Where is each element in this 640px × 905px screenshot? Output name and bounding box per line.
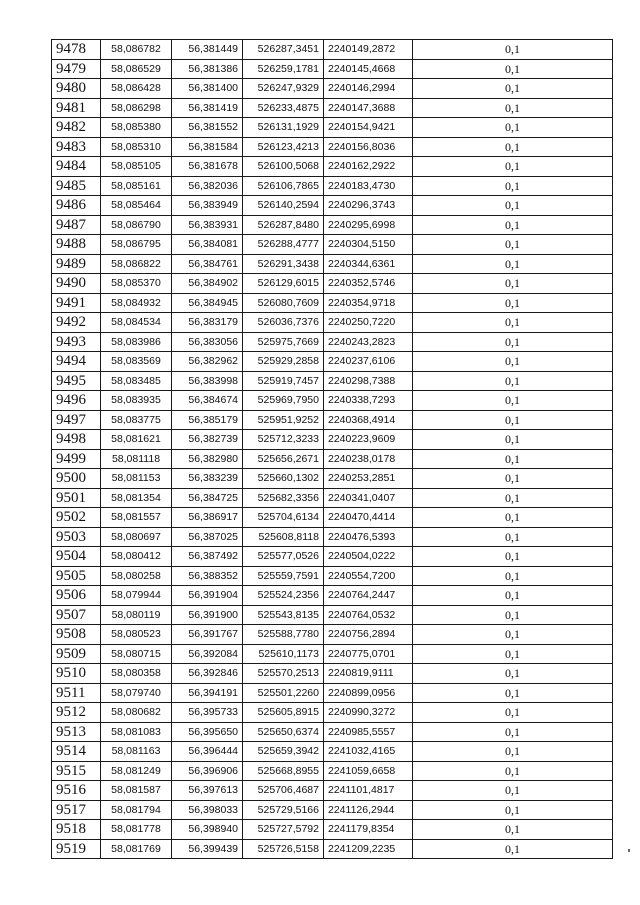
y-coordinate-cell: 2241032,4165 — [324, 742, 413, 762]
point-number-cell: 9482 — [52, 118, 101, 138]
point-number-cell: 9499 — [52, 449, 101, 469]
table-row — [52, 781, 613, 801]
point-number-cell: 9517 — [52, 800, 101, 820]
point-number-cell: 9508 — [52, 625, 101, 645]
point-number-cell: 9510 — [52, 664, 101, 684]
y-coordinate-cell: 2240237,6106 — [324, 352, 413, 372]
longitude-cell: 56,387492 — [172, 547, 243, 567]
y-coordinate-cell: 2240145,4668 — [324, 59, 413, 79]
accuracy-cell: 0,1 — [413, 566, 613, 586]
x-coordinate-cell: 525524,2356 — [243, 586, 324, 606]
table-row — [52, 352, 613, 372]
latitude-cell: 58,086822 — [101, 254, 172, 274]
point-number-cell: 9485 — [52, 176, 101, 196]
x-coordinate-cell: 526129,6015 — [243, 274, 324, 294]
longitude-cell: 56,384761 — [172, 254, 243, 274]
longitude-cell: 56,382980 — [172, 449, 243, 469]
longitude-cell: 56,384902 — [172, 274, 243, 294]
point-number-cell: 9513 — [52, 722, 101, 742]
table-row — [52, 40, 613, 60]
accuracy-cell: 0,1 — [413, 527, 613, 547]
longitude-cell: 56,383056 — [172, 332, 243, 352]
longitude-cell: 56,381552 — [172, 118, 243, 138]
longitude-cell: 56,382962 — [172, 352, 243, 372]
longitude-cell: 56,383998 — [172, 371, 243, 391]
y-coordinate-cell: 2240352,5746 — [324, 274, 413, 294]
latitude-cell: 58,081769 — [101, 839, 172, 859]
point-number-cell: 9506 — [52, 586, 101, 606]
accuracy-cell: 0,1 — [413, 781, 613, 801]
table-row — [52, 449, 613, 469]
latitude-cell: 58,086782 — [101, 40, 172, 60]
latitude-cell: 58,084534 — [101, 313, 172, 333]
x-coordinate-cell: 525543,8135 — [243, 605, 324, 625]
y-coordinate-cell: 2240341,0407 — [324, 488, 413, 508]
x-coordinate-cell: 525969,7950 — [243, 391, 324, 411]
point-number-cell: 9490 — [52, 274, 101, 294]
y-coordinate-cell: 2240298,7388 — [324, 371, 413, 391]
y-coordinate-cell: 2240156,8036 — [324, 137, 413, 157]
table-row — [52, 508, 613, 528]
accuracy-cell: 0,1 — [413, 332, 613, 352]
latitude-cell: 58,086529 — [101, 59, 172, 79]
x-coordinate-cell: 525712,3233 — [243, 430, 324, 450]
table-row — [52, 644, 613, 664]
accuracy-cell: 0,1 — [413, 722, 613, 742]
x-coordinate-cell: 525660,1302 — [243, 469, 324, 489]
latitude-cell: 58,086790 — [101, 215, 172, 235]
x-coordinate-cell: 525919,7457 — [243, 371, 324, 391]
longitude-cell: 56,381400 — [172, 79, 243, 99]
longitude-cell: 56,396444 — [172, 742, 243, 762]
table-row — [52, 215, 613, 235]
x-coordinate-cell: 525727,5792 — [243, 820, 324, 840]
accuracy-cell: 0,1 — [413, 40, 613, 60]
x-coordinate-cell: 526106,7865 — [243, 176, 324, 196]
longitude-cell: 56,394191 — [172, 683, 243, 703]
table-row — [52, 742, 613, 762]
y-coordinate-cell: 2240554,7200 — [324, 566, 413, 586]
point-number-cell: 9487 — [52, 215, 101, 235]
x-coordinate-cell: 525588,7780 — [243, 625, 324, 645]
point-number-cell: 9515 — [52, 761, 101, 781]
latitude-cell: 58,083986 — [101, 332, 172, 352]
table-row — [52, 820, 613, 840]
accuracy-cell: 0,1 — [413, 59, 613, 79]
latitude-cell: 58,081587 — [101, 781, 172, 801]
x-coordinate-cell: 525726,5158 — [243, 839, 324, 859]
accuracy-cell: 0,1 — [413, 508, 613, 528]
longitude-cell: 56,382036 — [172, 176, 243, 196]
table-row — [52, 605, 613, 625]
coordinates-table-body — [52, 40, 613, 859]
longitude-cell: 56,381678 — [172, 157, 243, 177]
longitude-cell: 56,392846 — [172, 664, 243, 684]
longitude-cell: 56,381419 — [172, 98, 243, 118]
table-row — [52, 683, 613, 703]
accuracy-cell: 0,1 — [413, 839, 613, 859]
longitude-cell: 56,385179 — [172, 410, 243, 430]
point-number-cell: 9503 — [52, 527, 101, 547]
y-coordinate-cell: 2240990,3272 — [324, 703, 413, 723]
y-coordinate-cell: 2240154,9421 — [324, 118, 413, 138]
latitude-cell: 58,086298 — [101, 98, 172, 118]
accuracy-cell: 0,1 — [413, 449, 613, 469]
point-number-cell: 9496 — [52, 391, 101, 411]
latitude-cell: 58,081778 — [101, 820, 172, 840]
longitude-cell: 56,391904 — [172, 586, 243, 606]
latitude-cell: 58,085310 — [101, 137, 172, 157]
accuracy-cell: 0,1 — [413, 274, 613, 294]
x-coordinate-cell: 526287,8480 — [243, 215, 324, 235]
point-number-cell: 9492 — [52, 313, 101, 333]
longitude-cell: 56,384725 — [172, 488, 243, 508]
y-coordinate-cell: 2240304,5150 — [324, 235, 413, 255]
point-number-cell: 9488 — [52, 235, 101, 255]
longitude-cell: 56,383239 — [172, 469, 243, 489]
x-coordinate-cell: 526080,7609 — [243, 293, 324, 313]
point-number-cell: 9493 — [52, 332, 101, 352]
x-coordinate-cell: 525729,5166 — [243, 800, 324, 820]
table-row — [52, 274, 613, 294]
x-coordinate-cell: 526140,2594 — [243, 196, 324, 216]
table-row — [52, 59, 613, 79]
y-coordinate-cell: 2240183,4730 — [324, 176, 413, 196]
longitude-cell: 56,383931 — [172, 215, 243, 235]
longitude-cell: 56,381386 — [172, 59, 243, 79]
longitude-cell: 56,398033 — [172, 800, 243, 820]
table-row — [52, 586, 613, 606]
y-coordinate-cell: 2240295,6998 — [324, 215, 413, 235]
y-coordinate-cell: 2241059,6658 — [324, 761, 413, 781]
latitude-cell: 58,081794 — [101, 800, 172, 820]
point-number-cell: 9481 — [52, 98, 101, 118]
longitude-cell: 56,386917 — [172, 508, 243, 528]
latitude-cell: 58,080523 — [101, 625, 172, 645]
accuracy-cell: 0,1 — [413, 98, 613, 118]
point-number-cell: 9480 — [52, 79, 101, 99]
x-coordinate-cell: 525668,8955 — [243, 761, 324, 781]
x-coordinate-cell: 525682,3356 — [243, 488, 324, 508]
y-coordinate-cell: 2240470,4414 — [324, 508, 413, 528]
table-row — [52, 430, 613, 450]
table-row — [52, 176, 613, 196]
longitude-cell: 56,392084 — [172, 644, 243, 664]
y-coordinate-cell: 2240504,0222 — [324, 547, 413, 567]
accuracy-cell: 0,1 — [413, 820, 613, 840]
longitude-cell: 56,397613 — [172, 781, 243, 801]
longitude-cell: 56,391900 — [172, 605, 243, 625]
latitude-cell: 58,085464 — [101, 196, 172, 216]
latitude-cell: 58,080682 — [101, 703, 172, 723]
table-row — [52, 391, 613, 411]
point-number-cell: 9478 — [52, 40, 101, 60]
accuracy-cell: 0,1 — [413, 235, 613, 255]
point-number-cell: 9491 — [52, 293, 101, 313]
longitude-cell: 56,388352 — [172, 566, 243, 586]
latitude-cell: 58,083775 — [101, 410, 172, 430]
latitude-cell: 58,084932 — [101, 293, 172, 313]
y-coordinate-cell: 2240344,6361 — [324, 254, 413, 274]
point-number-cell: 9479 — [52, 59, 101, 79]
latitude-cell: 58,080697 — [101, 527, 172, 547]
table-row — [52, 332, 613, 352]
accuracy-cell: 0,1 — [413, 196, 613, 216]
accuracy-cell: 0,1 — [413, 664, 613, 684]
x-coordinate-cell: 525650,6374 — [243, 722, 324, 742]
y-coordinate-cell: 2240985,5557 — [324, 722, 413, 742]
y-coordinate-cell: 2240250,7220 — [324, 313, 413, 333]
y-coordinate-cell: 2240253,2851 — [324, 469, 413, 489]
accuracy-cell: 0,1 — [413, 371, 613, 391]
latitude-cell: 58,081083 — [101, 722, 172, 742]
longitude-cell: 56,395650 — [172, 722, 243, 742]
latitude-cell: 58,080258 — [101, 566, 172, 586]
x-coordinate-cell: 526247,9329 — [243, 79, 324, 99]
y-coordinate-cell: 2240764,0532 — [324, 605, 413, 625]
accuracy-cell: 0,1 — [413, 800, 613, 820]
longitude-cell: 56,381584 — [172, 137, 243, 157]
point-number-cell: 9509 — [52, 644, 101, 664]
x-coordinate-cell: 526123,4213 — [243, 137, 324, 157]
point-number-cell: 9501 — [52, 488, 101, 508]
longitude-cell: 56,398940 — [172, 820, 243, 840]
table-row — [52, 410, 613, 430]
accuracy-cell: 0,1 — [413, 79, 613, 99]
y-coordinate-cell: 2240354,9718 — [324, 293, 413, 313]
table-row — [52, 157, 613, 177]
latitude-cell: 58,081557 — [101, 508, 172, 528]
accuracy-cell: 0,1 — [413, 176, 613, 196]
x-coordinate-cell: 525704,6134 — [243, 508, 324, 528]
latitude-cell: 58,081354 — [101, 488, 172, 508]
y-coordinate-cell: 2240162,2922 — [324, 157, 413, 177]
accuracy-cell: 0,1 — [413, 742, 613, 762]
latitude-cell: 58,085370 — [101, 274, 172, 294]
point-number-cell: 9505 — [52, 566, 101, 586]
latitude-cell: 58,080715 — [101, 644, 172, 664]
latitude-cell: 58,081118 — [101, 449, 172, 469]
accuracy-cell: 0,1 — [413, 254, 613, 274]
latitude-cell: 58,081621 — [101, 430, 172, 450]
accuracy-cell: 0,1 — [413, 118, 613, 138]
longitude-cell: 56,384081 — [172, 235, 243, 255]
accuracy-cell: 0,1 — [413, 683, 613, 703]
x-coordinate-cell: 526036,7376 — [243, 313, 324, 333]
table-row — [52, 79, 613, 99]
y-coordinate-cell: 2240899,0956 — [324, 683, 413, 703]
x-coordinate-cell: 526131,1929 — [243, 118, 324, 138]
point-number-cell: 9519 — [52, 839, 101, 859]
table-row — [52, 664, 613, 684]
table-row — [52, 137, 613, 157]
latitude-cell: 58,085380 — [101, 118, 172, 138]
table-row — [52, 703, 613, 723]
table-row — [52, 313, 613, 333]
x-coordinate-cell: 525975,7669 — [243, 332, 324, 352]
latitude-cell: 58,080358 — [101, 664, 172, 684]
x-coordinate-cell: 526100,5068 — [243, 157, 324, 177]
table-row — [52, 527, 613, 547]
table-row — [52, 761, 613, 781]
x-coordinate-cell: 525951,9252 — [243, 410, 324, 430]
y-coordinate-cell: 2240223,9609 — [324, 430, 413, 450]
y-coordinate-cell: 2240775,0701 — [324, 644, 413, 664]
accuracy-cell: 0,1 — [413, 137, 613, 157]
point-number-cell: 9504 — [52, 547, 101, 567]
point-number-cell: 9495 — [52, 371, 101, 391]
table-row — [52, 800, 613, 820]
point-number-cell: 9486 — [52, 196, 101, 216]
y-coordinate-cell: 2240764,2447 — [324, 586, 413, 606]
longitude-cell: 56,387025 — [172, 527, 243, 547]
accuracy-cell: 0,1 — [413, 215, 613, 235]
y-coordinate-cell: 2240338,7293 — [324, 391, 413, 411]
table-row — [52, 196, 613, 216]
point-number-cell: 9494 — [52, 352, 101, 372]
accuracy-cell: 0,1 — [413, 586, 613, 606]
y-coordinate-cell: 2240238,0178 — [324, 449, 413, 469]
accuracy-cell: 0,1 — [413, 625, 613, 645]
x-coordinate-cell: 526287,3451 — [243, 40, 324, 60]
y-coordinate-cell: 2240296,3743 — [324, 196, 413, 216]
point-number-cell: 9518 — [52, 820, 101, 840]
table-row — [52, 469, 613, 489]
point-number-cell: 9512 — [52, 703, 101, 723]
x-coordinate-cell: 525559,7591 — [243, 566, 324, 586]
latitude-cell: 58,086795 — [101, 235, 172, 255]
point-number-cell: 9502 — [52, 508, 101, 528]
accuracy-cell: 0,1 — [413, 157, 613, 177]
latitude-cell: 58,083485 — [101, 371, 172, 391]
longitude-cell: 56,395733 — [172, 703, 243, 723]
latitude-cell: 58,081249 — [101, 761, 172, 781]
x-coordinate-cell: 526288,4777 — [243, 235, 324, 255]
x-coordinate-cell: 525610,1173 — [243, 644, 324, 664]
x-coordinate-cell: 525605,8915 — [243, 703, 324, 723]
x-coordinate-cell: 525659,3942 — [243, 742, 324, 762]
y-coordinate-cell: 2241126,2944 — [324, 800, 413, 820]
longitude-cell: 56,381449 — [172, 40, 243, 60]
point-number-cell: 9500 — [52, 469, 101, 489]
point-number-cell: 9516 — [52, 781, 101, 801]
latitude-cell: 58,080119 — [101, 605, 172, 625]
table-row — [52, 488, 613, 508]
y-coordinate-cell: 2240243,2823 — [324, 332, 413, 352]
y-coordinate-cell: 2240819,9111 — [324, 664, 413, 684]
point-number-cell: 9514 — [52, 742, 101, 762]
accuracy-cell: 0,1 — [413, 547, 613, 567]
longitude-cell: 56,384674 — [172, 391, 243, 411]
longitude-cell: 56,382739 — [172, 430, 243, 450]
y-coordinate-cell: 2240147,3688 — [324, 98, 413, 118]
latitude-cell: 58,081153 — [101, 469, 172, 489]
longitude-cell: 56,396906 — [172, 761, 243, 781]
accuracy-cell: 0,1 — [413, 703, 613, 723]
accuracy-cell: 0,1 — [413, 761, 613, 781]
table-row — [52, 625, 613, 645]
point-number-cell: 9483 — [52, 137, 101, 157]
longitude-cell: 56,399439 — [172, 839, 243, 859]
accuracy-cell: 0,1 — [413, 391, 613, 411]
latitude-cell: 58,083935 — [101, 391, 172, 411]
y-coordinate-cell: 2240146,2994 — [324, 79, 413, 99]
x-coordinate-cell: 526291,3438 — [243, 254, 324, 274]
x-coordinate-cell: 525656,2671 — [243, 449, 324, 469]
coordinates-table — [51, 39, 613, 859]
accuracy-cell: 0,1 — [413, 293, 613, 313]
accuracy-cell: 0,1 — [413, 313, 613, 333]
point-number-cell: 9489 — [52, 254, 101, 274]
table-row — [52, 254, 613, 274]
table-row — [52, 566, 613, 586]
latitude-cell: 58,085161 — [101, 176, 172, 196]
table-row — [52, 371, 613, 391]
longitude-cell: 56,383949 — [172, 196, 243, 216]
point-number-cell: 9498 — [52, 430, 101, 450]
longitude-cell: 56,384945 — [172, 293, 243, 313]
x-coordinate-cell: 525501,2260 — [243, 683, 324, 703]
x-coordinate-cell: 526259,1781 — [243, 59, 324, 79]
y-coordinate-cell: 2240756,2894 — [324, 625, 413, 645]
table-row — [52, 98, 613, 118]
accuracy-cell: 0,1 — [413, 430, 613, 450]
table-row — [52, 235, 613, 255]
y-coordinate-cell: 2241179,8354 — [324, 820, 413, 840]
latitude-cell: 58,080412 — [101, 547, 172, 567]
x-coordinate-cell: 525608,8118 — [243, 527, 324, 547]
x-coordinate-cell: 525929,2858 — [243, 352, 324, 372]
x-coordinate-cell: 525706,4687 — [243, 781, 324, 801]
longitude-cell: 56,383179 — [172, 313, 243, 333]
latitude-cell: 58,081163 — [101, 742, 172, 762]
point-number-cell: 9511 — [52, 683, 101, 703]
y-coordinate-cell: 2240476,5393 — [324, 527, 413, 547]
x-coordinate-cell: 525570,2513 — [243, 664, 324, 684]
accuracy-cell: 0,1 — [413, 605, 613, 625]
point-number-cell: 9497 — [52, 410, 101, 430]
y-coordinate-cell: 2241209,2235 — [324, 839, 413, 859]
accuracy-cell: 0,1 — [413, 488, 613, 508]
accuracy-cell: 0,1 — [413, 644, 613, 664]
accuracy-cell: 0,1 — [413, 410, 613, 430]
accuracy-cell: 0,1 — [413, 352, 613, 372]
table-row — [52, 722, 613, 742]
latitude-cell: 58,085105 — [101, 157, 172, 177]
latitude-cell: 58,083569 — [101, 352, 172, 372]
latitude-cell: 58,079740 — [101, 683, 172, 703]
latitude-cell: 58,079944 — [101, 586, 172, 606]
scan-speck — [628, 849, 630, 852]
latitude-cell: 58,086428 — [101, 79, 172, 99]
longitude-cell: 56,391767 — [172, 625, 243, 645]
y-coordinate-cell: 2241101,4817 — [324, 781, 413, 801]
y-coordinate-cell: 2240368,4914 — [324, 410, 413, 430]
table-row — [52, 547, 613, 567]
y-coordinate-cell: 2240149,2872 — [324, 40, 413, 60]
accuracy-cell: 0,1 — [413, 469, 613, 489]
point-number-cell: 9484 — [52, 157, 101, 177]
table-row — [52, 118, 613, 138]
x-coordinate-cell: 525577,0526 — [243, 547, 324, 567]
x-coordinate-cell: 526233,4875 — [243, 98, 324, 118]
table-row — [52, 839, 613, 859]
point-number-cell: 9507 — [52, 605, 101, 625]
table-row — [52, 293, 613, 313]
